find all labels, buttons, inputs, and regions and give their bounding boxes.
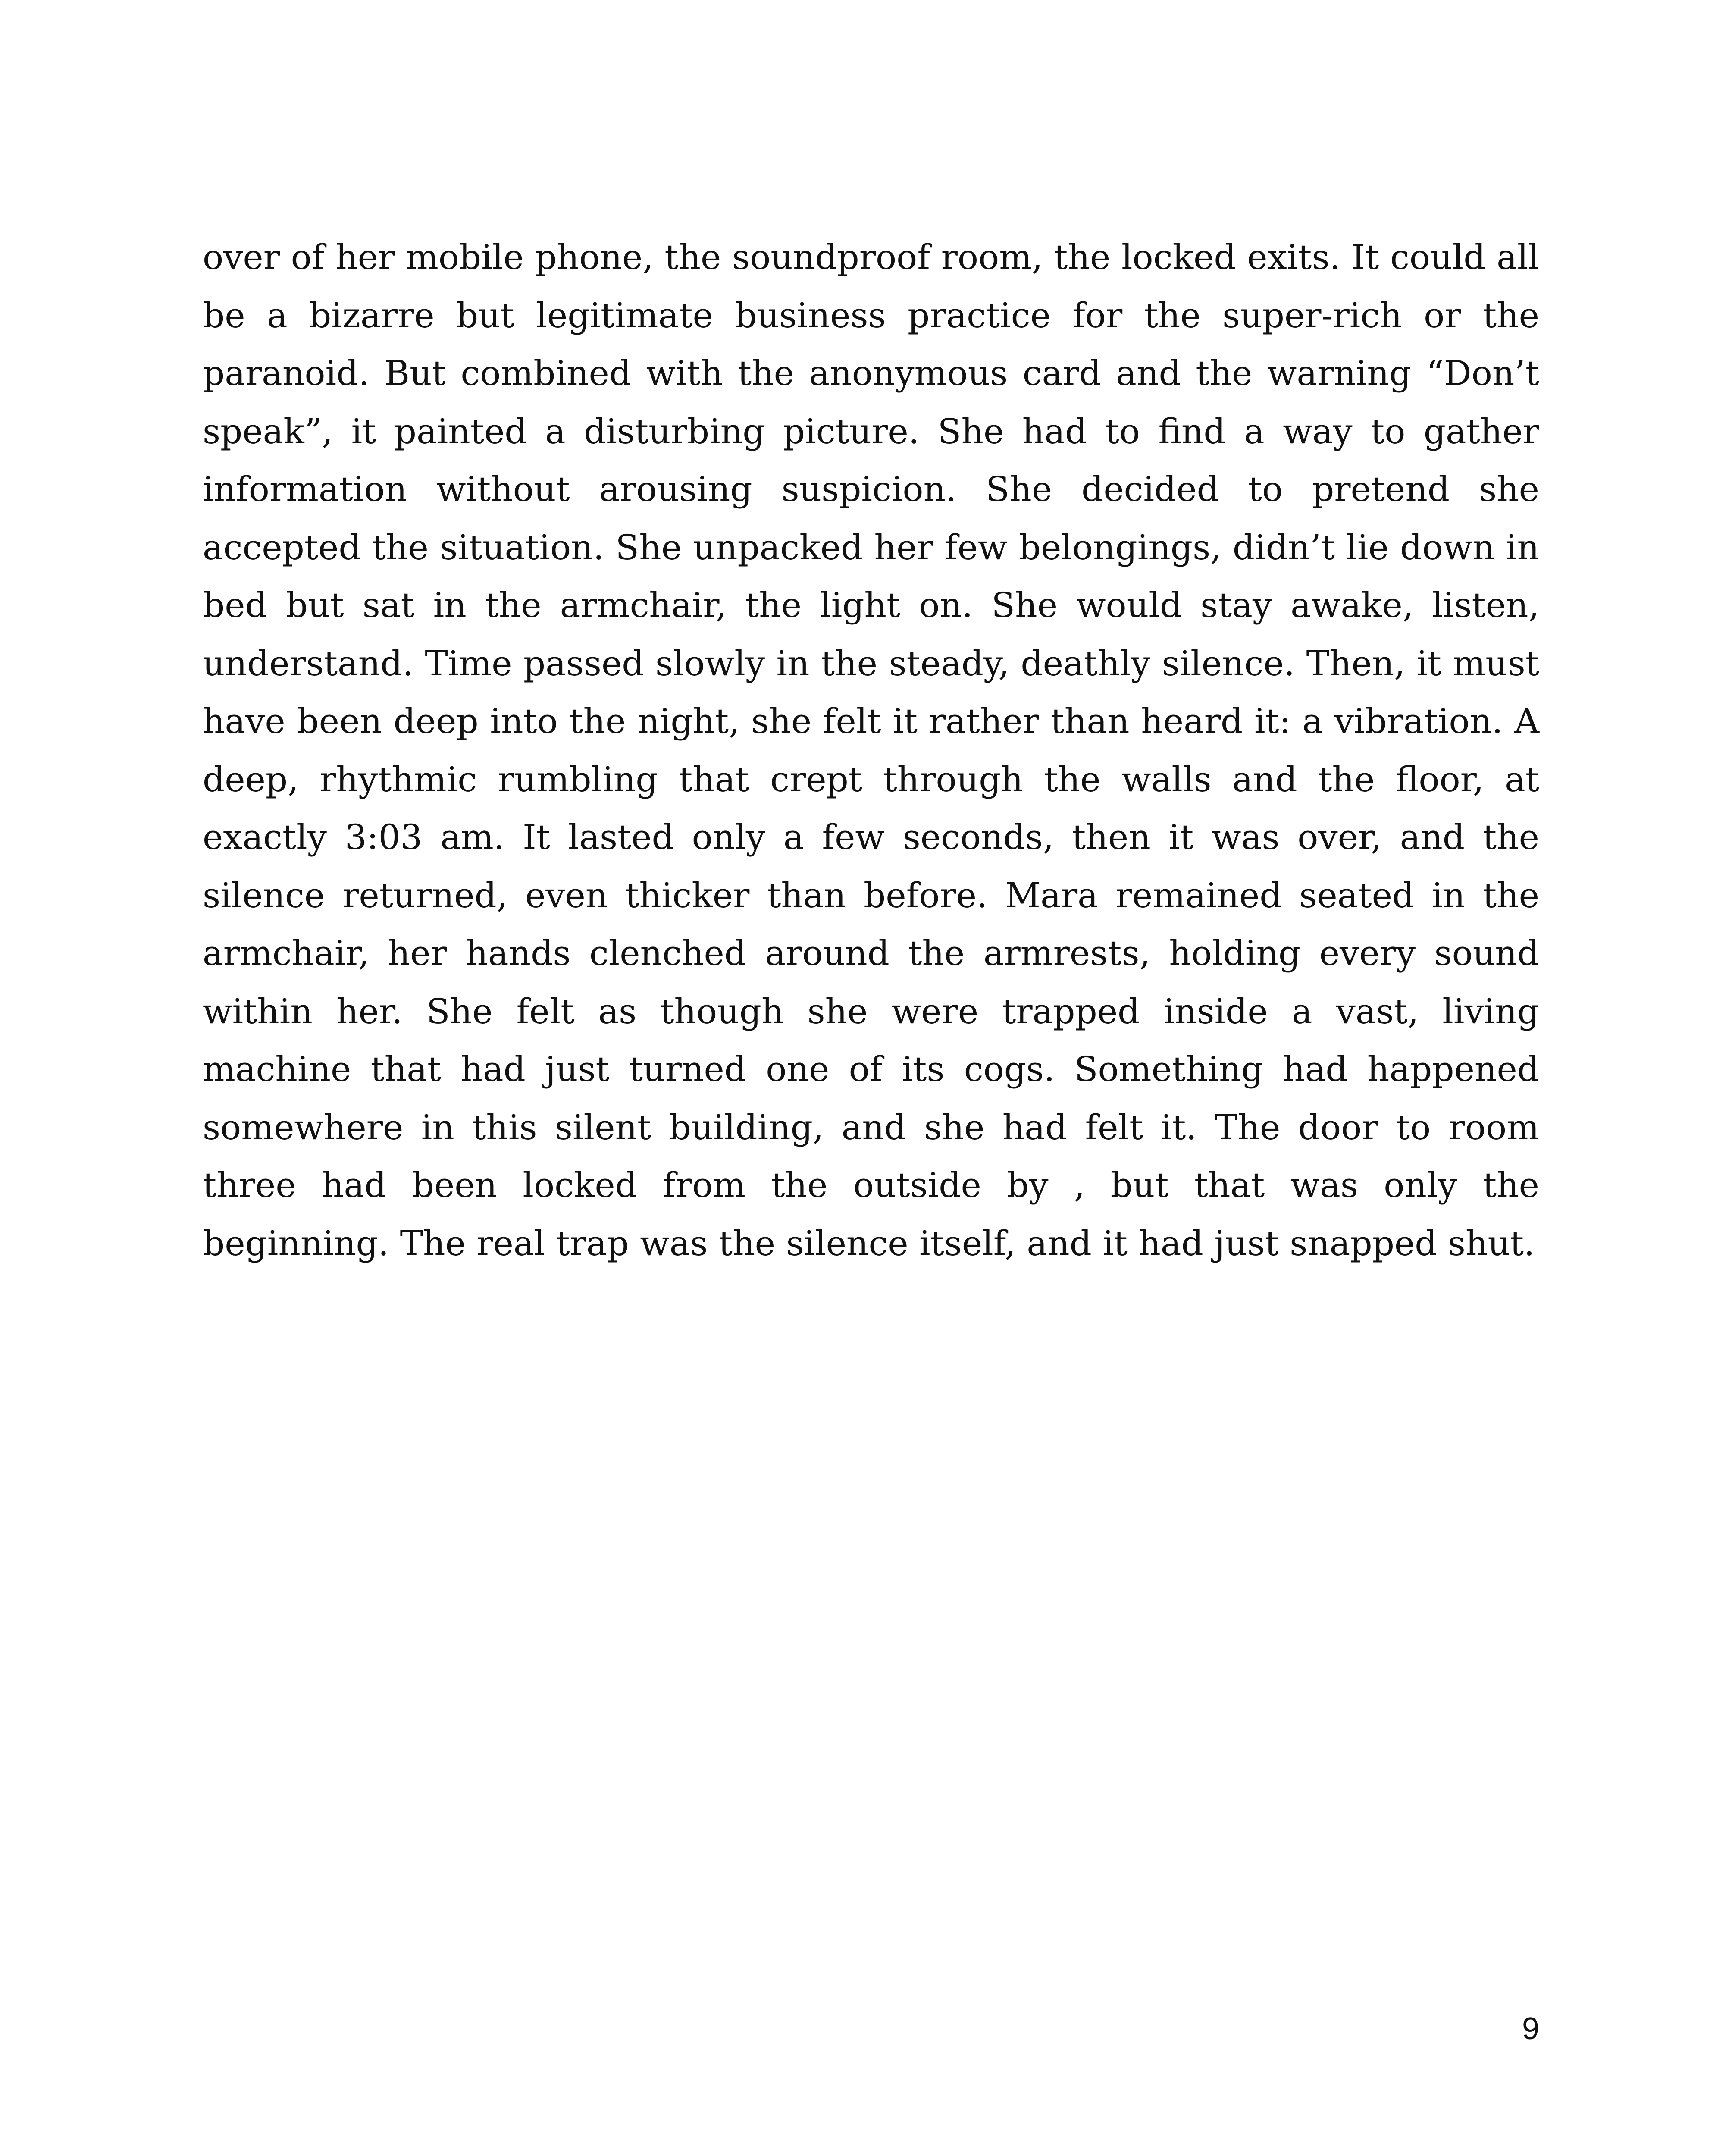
page-number: 9	[1522, 2012, 1539, 2046]
body-text-block	[203, 229, 1539, 1272]
body-paragraph: over of her mobile phone, the soundproof room, the locked exits. It could all be a bizarre but legitimate business practice for the super-rich or the paranoid. But combined with the anonymous card and the warning “Don’t speak”, it painted a disturbing picture. She had to find a way to gather information without arousing suspicion. She decided to pretend she accepted the situation. She unpacked her few belongings, didn’t lie down in bed but sat in the armchair, the light on. She would stay awake, listen, understand. Time passed slowly in the steady, deathly silence. Then, it must have been deep into the night, she felt it rather than heard it: a vibration. A deep, rhythmic rumbling that crept through the walls and the floor, at exactly 3:03 am. It lasted only a few seconds, then it was over, and the silence returned, even thicker than before. Mara remained seated in the armchair, her hands clenched around the armrests, holding every sound within her. She felt as though she were trapped inside a vast, living machine that had just turned one of its cogs. Something had happened somewhere in this silent building, and she had felt it. The door to room three had been locked from the outside by , but that was only the beginning. The real trap was the silence itself, and it had just snapped shut.	[203, 237, 1539, 1263]
